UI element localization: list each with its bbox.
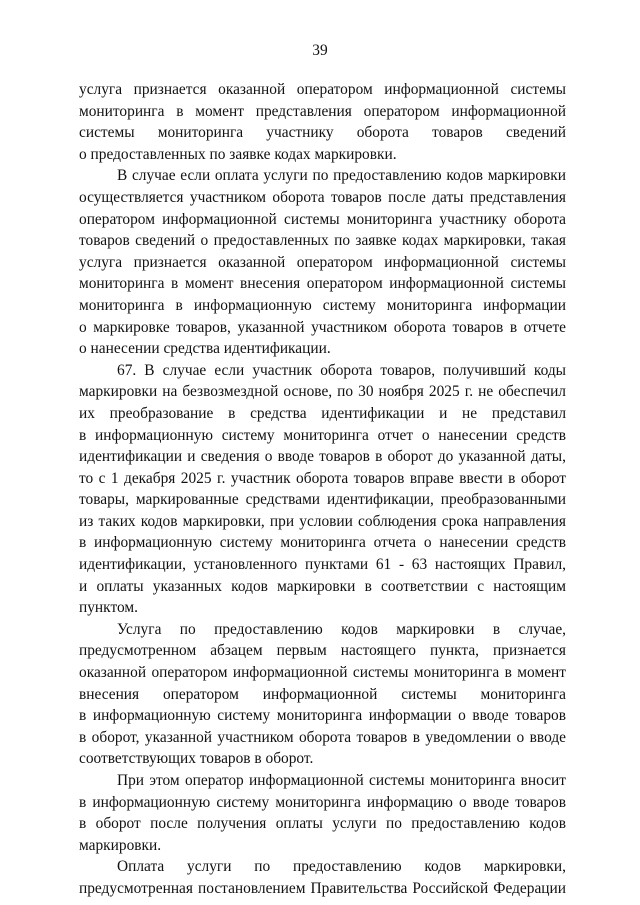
text-line: в информационную систему мониторинга отчет о нанесении средств [79, 426, 566, 444]
paragraph [79, 619, 566, 770]
text-line: идентификации, установленного пунктами 61 - 63 настоящих Правил, [79, 556, 566, 574]
text-line: товаров сведений о предоставленных по заявке кодах маркировки, такая [79, 232, 566, 250]
text-line: предусмотренная постановлением Правительства Российской Федерации [79, 879, 566, 897]
text-line: оказанной оператором информационной системы мониторинга в момент [79, 664, 566, 682]
text-line: системы мониторинга участнику оборота товаров сведений [79, 124, 566, 142]
text-line: в информационную систему мониторинга информацию о вводе товаров [79, 793, 566, 811]
text-line: и оплаты указанных кодов маркировки в соответствии с настоящим [79, 577, 566, 595]
paragraph [79, 856, 566, 899]
paragraph [79, 79, 566, 165]
page-number: 39 [312, 42, 328, 59]
text-line: в информационную систему мониторинга отчета о нанесении средств [79, 534, 566, 552]
text-line: Услуга по предоставлению кодов маркировки в случае, [117, 620, 566, 638]
text-line: их преобразование в средства идентификации и не представил [79, 404, 566, 422]
text-line: соответствующих товаров в оборот. [79, 750, 314, 768]
text-line: мониторинга в момент внесения оператором информационной системы [79, 275, 566, 293]
text-line: идентификации и сведения о вводе товаров в оборот до указанной даты, [79, 448, 566, 466]
text-line: услуга признается оказанной оператором информационной системы [79, 81, 566, 98]
text-line: мониторинга в информационную систему мониторинга информации [79, 296, 566, 314]
text-line: пунктом. [79, 599, 138, 617]
text-line: о нанесении средства идентификации. [79, 340, 331, 358]
document-body [79, 79, 566, 900]
text-line: Оплата услуги по предоставлению кодов маркировки, [117, 858, 566, 876]
text-line: маркировки. [79, 836, 162, 854]
text-line: При этом оператор информационной системы мониторинга вносит [117, 772, 566, 789]
text-line: В случае если оплата услуги по предоставлению кодов маркировки [117, 167, 566, 185]
text-line: осуществляется участником оборота товаров после даты представления [79, 188, 566, 206]
text-line: внесения оператором информационной системы мониторинга [79, 685, 566, 703]
text-line: 67. В случае если участник оборота товаров, получивший коды [117, 361, 566, 379]
text-line: мониторинга в момент представления оператором информационной [79, 102, 566, 120]
paragraph [79, 165, 566, 359]
paragraph [79, 360, 566, 619]
text-line: услуга признается оказанной оператором информационной системы [79, 253, 566, 271]
text-line: предусмотренном абзацем первым настоящего пункта, признается [79, 642, 566, 660]
text-line: из таких кодов маркировки, при условии соблюдения срока направления [79, 512, 566, 530]
text-line: маркировки на безвозмездной основе, по 30 ноября 2025 г. не обеспечил [79, 383, 566, 401]
text-line: оператором информационной системы мониторинга участнику оборота [79, 210, 566, 228]
text-line: о предоставленных по заявке кодах маркировки. [79, 145, 397, 163]
paragraph [79, 770, 566, 856]
text-line: в оборот, указанной участником оборота товаров в уведомлении о вводе [79, 728, 566, 746]
text-line: то с 1 декабря 2025 г. участник оборота товаров вправе ввести в оборот [79, 469, 566, 487]
text-line: о маркировке товаров, указанной участником оборота товаров в отчете [79, 318, 566, 336]
text-line: товары, маркированные средствами идентификации, преобразованными [79, 491, 566, 509]
text-line: в оборот после получения оплаты услуги по предоставлению кодов [79, 815, 566, 833]
text-line: в информационную систему мониторинга информации о вводе товаров [79, 707, 566, 725]
